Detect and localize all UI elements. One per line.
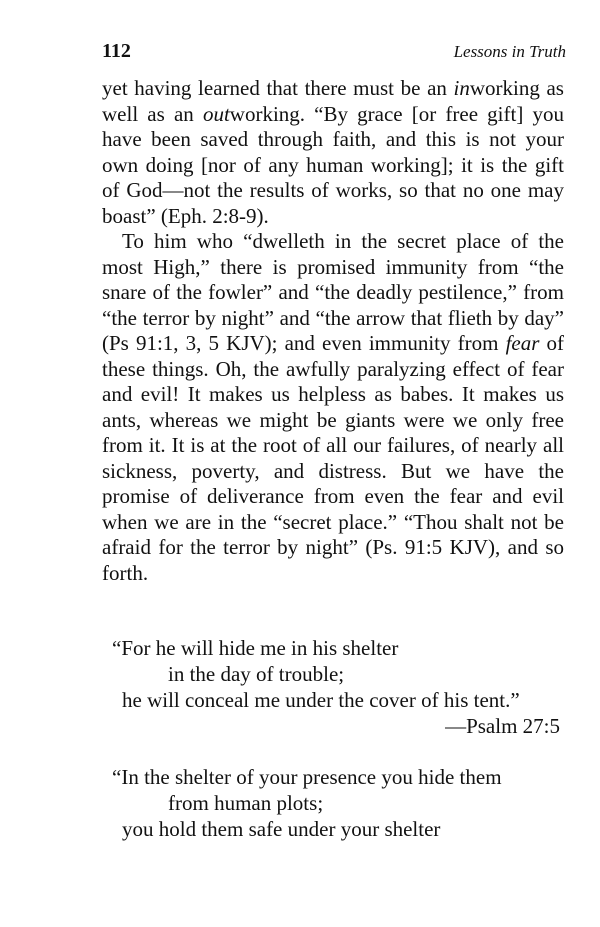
verse-line: he will conceal me under the cover of his tent.” bbox=[122, 688, 520, 712]
verse-line: “For he will hide me in his shelter bbox=[112, 636, 399, 660]
emphasis: fear bbox=[505, 331, 540, 355]
verse-line: from human plots; bbox=[168, 791, 324, 815]
emphasis: in bbox=[453, 76, 470, 100]
body-text bbox=[102, 76, 564, 586]
scripture-quote-1 bbox=[112, 635, 564, 739]
verse-line: “In the shelter of your presence you hide them bbox=[112, 765, 502, 789]
page-number: 112 bbox=[102, 40, 131, 62]
page-header bbox=[102, 40, 566, 66]
verse-line: you hold them safe under your shelter bbox=[122, 817, 441, 841]
verse-attribution: —Psalm 27:5 bbox=[445, 714, 560, 738]
emphasis: out bbox=[202, 101, 230, 126]
paragraph-2: To him who “dwelleth in the secret place of the most High,” there is promised immunity from “the snare of the fowler” and “the deadly pestilence,” from “the terror by night” and “the arrow that flieth by day” (Ps 91:1, 3, 5 KJV); and even immunity from fear of these things. Oh, the awfully paralyzing effect of fear and evil! It makes us helpless as babes. It makes us ants, whereas we might be giants were we only free from it. It is at the root of all our failures, of nearly all sickness, poverty, and distress. But we have the promise of deliverance from even the fear and evil when we are in the “secret place.” “Thou shalt not be afraid for the terror by night” (Ps. 91:5 KJV), and so forth. bbox=[102, 229, 565, 585]
scripture-quote-2 bbox=[112, 764, 564, 842]
verse-line: in the day of trouble; bbox=[168, 662, 345, 686]
running-title: Lessons in Truth bbox=[453, 42, 566, 61]
paragraph-1: yet having learned that there must be an inworking as well as an outworking. “By grace [or free gift] you have been saved through faith, and this is not your own doing [nor of any human working]; it is the gift of God—not the results of works, so that no one may boast” (Eph. 2:8-9). bbox=[102, 76, 564, 228]
